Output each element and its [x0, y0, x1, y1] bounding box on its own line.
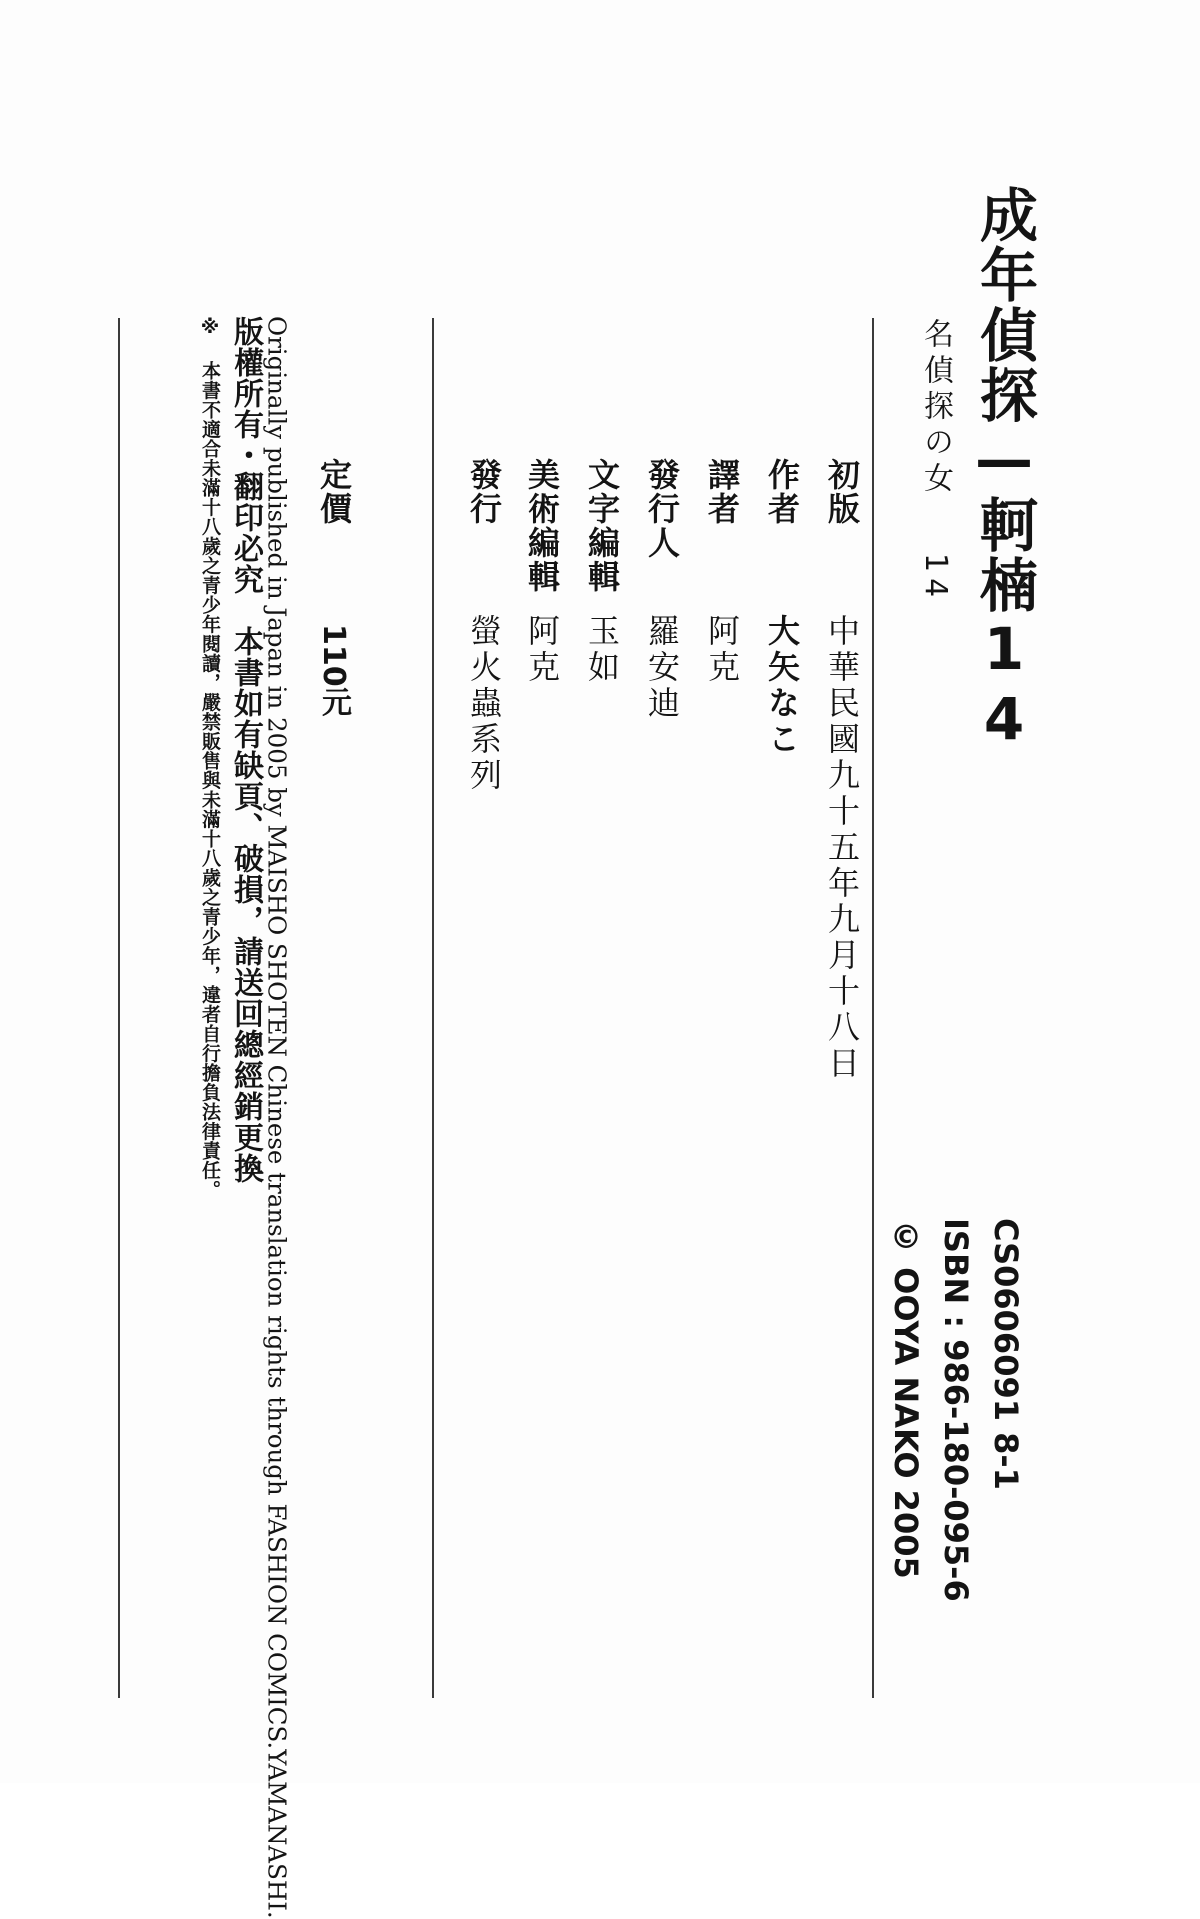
- age-restriction-notice: ※ 本書不適合未滿十八歲之青少年閱讀，嚴禁販售與未滿十八歲之青少年，違者自行擔負法律責任。: [199, 316, 221, 1200]
- copyright: © OOYA NAKO 2005: [887, 1218, 925, 1579]
- value-first-edition: 中華民國九十五年九月十八日: [823, 614, 861, 1082]
- label-author: 作者: [763, 458, 801, 526]
- subtitle-volume: 14: [918, 553, 953, 604]
- subtitle-text: 名偵探の女: [918, 318, 953, 498]
- label-publisher: 發行人: [643, 458, 681, 560]
- price-value: 110元: [316, 624, 351, 717]
- price-label: 定價: [315, 458, 353, 526]
- rights-notice: 版權所有・翻印必究 本書如有缺頁、破損，請送回總經銷更換: [228, 316, 263, 1184]
- divider-right: [872, 318, 874, 1698]
- label-text-editor: 文字編輯: [583, 458, 621, 594]
- english-rights-notice: Originally published in Japan in 2005 by MAISHO SHOTEN Chinese translation rights through FASHION COMICS.YAMANASHI.: [262, 316, 292, 1919]
- book-title: 成年偵探—軻楠14: [970, 185, 1038, 755]
- divider-left: [118, 318, 120, 1698]
- value-author: 大矢なこ: [763, 614, 801, 758]
- isbn: ISBN : 986-180-095-6: [937, 1218, 975, 1602]
- divider-middle: [432, 318, 434, 1698]
- value-publisher: 羅安迪: [643, 614, 681, 722]
- label-first-edition: 初版: [823, 458, 861, 526]
- label-distribution: 發行: [465, 458, 503, 526]
- value-distribution: 螢火蟲系列: [465, 614, 503, 794]
- product-code: CS0606091 8-1: [987, 1218, 1025, 1490]
- label-art-editor: 美術編輯: [523, 458, 561, 594]
- label-translator: 譯者: [703, 458, 741, 526]
- value-translator: 阿克: [703, 614, 741, 686]
- value-art-editor: 阿克: [523, 614, 561, 686]
- value-text-editor: 玉如: [583, 614, 621, 686]
- book-subtitle: [918, 318, 953, 604]
